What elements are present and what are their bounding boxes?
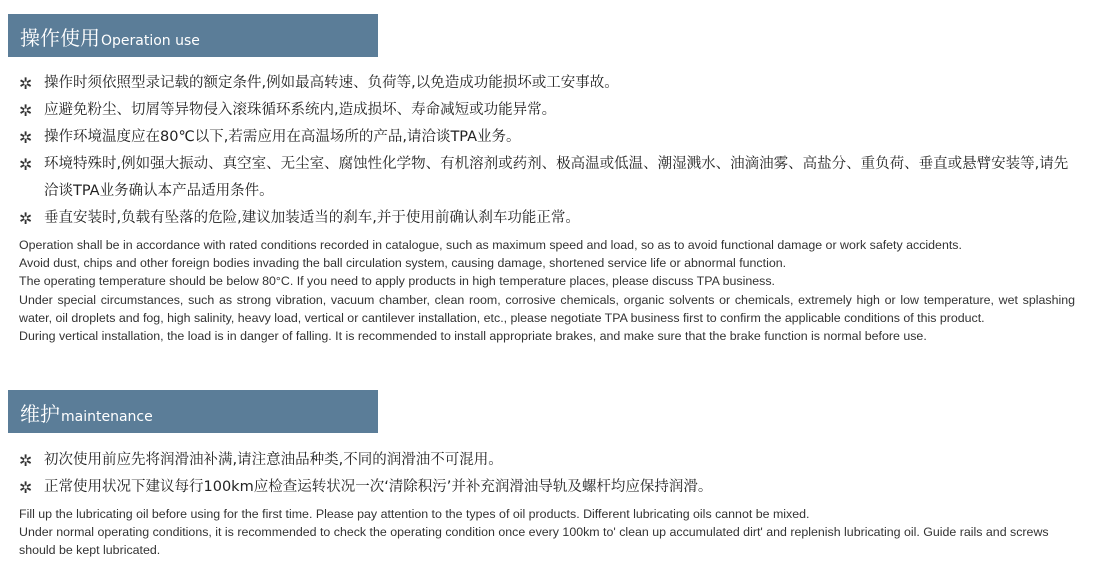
star-flower-icon: ✲ (19, 209, 33, 228)
star-flower-icon: ✲ (19, 451, 33, 470)
operation-english-text (19, 236, 1075, 345)
section-title-zh: 维护 (20, 402, 60, 426)
operation-bullet-list (18, 70, 1082, 232)
maintenance-bullet-list (18, 447, 1082, 501)
paragraph: Under special circumstances, such as strong vibration, vacuum chamber, clean room, corrosive chemicals, organic solvents or chemicals, extremely high or low temperature, wet splashing water, oil droplets and fog, high salinity, heavy load, vertical or cantilever installation, etc., please negotiate TPA business first to confirm the applicable conditions of this product. (19, 292, 1075, 325)
list-item: ✲ 正常使用状况下建议每行100km应检查运转状况一次‘清除积污’并补充润滑油导轨及螺杆均应保持润滑。 (18, 474, 1082, 501)
paragraph: The operating temperature should be below 80°C. If you need to apply products in high temperature places, please discuss TPA business. (19, 274, 775, 289)
maintenance-english-text (19, 505, 1075, 560)
list-item: ✲ 应避免粉尘、切屑等异物侵入滚珠循环系统内,造成损坏、寿命减短或功能异常。 (18, 97, 1082, 124)
paragraph: Operation shall be in accordance with rated conditions recorded in catalogue, such as maximum speed and load, so as to avoid functional damage or work safety accidents. (19, 238, 962, 252)
list-item: ✲ 环境特殊时,例如强大振动、真空室、无尘室、腐蚀性化学物、有机溶剂或药剂、极高温或低温、潮湿溅水、油滴油雾、高盐分、重负荷、垂直或悬臂安装等,请先洽谈TPA业务确认本产品适用条件。 (18, 151, 1082, 205)
list-item: ✲ 初次使用前应先将润滑油补满,请注意油品种类,不同的润滑油不可混用。 (18, 447, 1082, 474)
section-header-maintenance (8, 390, 378, 433)
list-item: ✲ 操作环境温度应在80℃以下,若需应用在高温场所的产品,请洽谈TPA业务。 (18, 124, 1082, 151)
list-item: ✲ 操作时须依照型录记载的额定条件,例如最高转速、负荷等,以免造成功能损坏或工安事故。 (18, 70, 1082, 97)
paragraph: Fill up the lubricating oil before using for the first time. Please pay attention to the types of oil products. Different lubricating oils cannot be mixed. (19, 507, 810, 521)
section-title-en: maintenance (61, 409, 153, 425)
star-flower-icon: ✲ (19, 101, 33, 120)
star-flower-icon: ✲ (19, 74, 33, 93)
paragraph: Under normal operating conditions, it is recommended to check the operating condition once every 100km to' clean up accumulated dirt' and replenish lubricating oil. Guide rails and screws should be kept lubricated. (19, 525, 1049, 558)
star-flower-icon: ✲ (19, 155, 33, 174)
star-flower-icon: ✲ (19, 128, 33, 147)
section-title-en: Operation use (101, 33, 200, 49)
list-item: ✲ 垂直安装时,负载有坠落的危险,建议加装适当的刹车,并于使用前确认刹车功能正常。 (18, 205, 1082, 232)
section-title-zh: 操作使用 (20, 26, 100, 50)
paragraph: During vertical installation, the load is in danger of falling. It is recommended to install appropriate brakes, and make sure that the brake function is normal before use. (19, 329, 927, 344)
star-flower-icon: ✲ (19, 478, 33, 497)
paragraph: Avoid dust, chips and other foreign bodies invading the ball circulation system, causing damage, shortened service life or abnormal function. (19, 256, 787, 271)
section-header-operation-use (8, 14, 378, 57)
